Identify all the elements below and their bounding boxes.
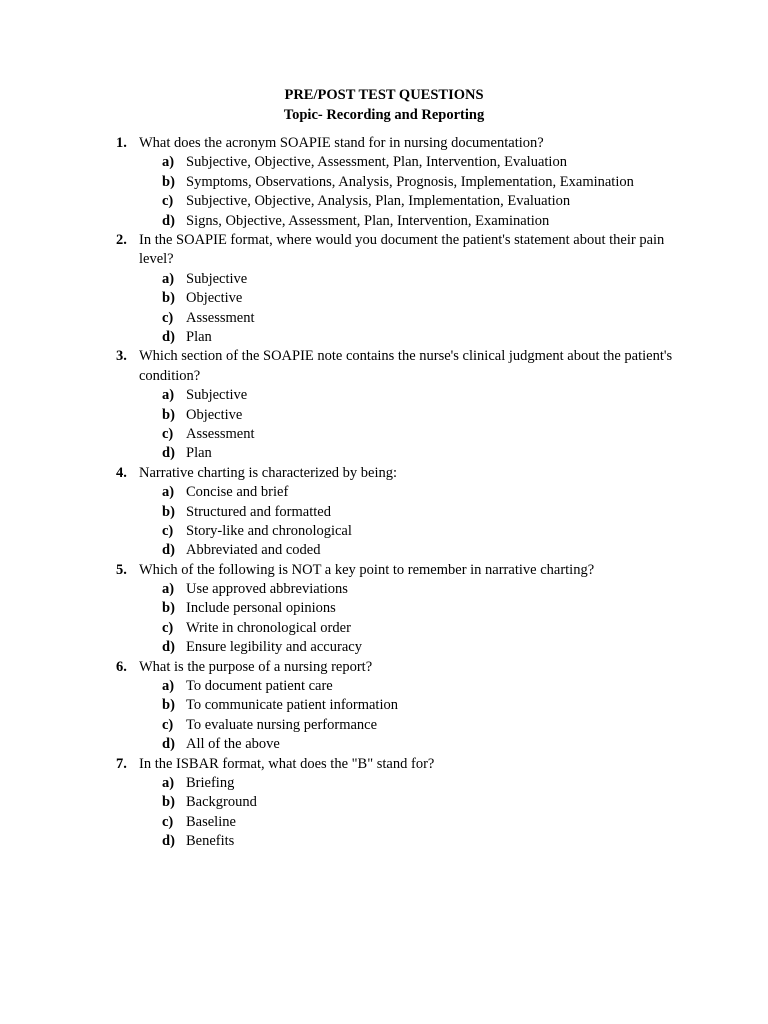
question-7 bbox=[0, 755, 768, 852]
question-4 bbox=[0, 464, 768, 561]
option-letter: a) bbox=[162, 581, 175, 598]
option-text: Background bbox=[186, 794, 257, 811]
option-letter: a) bbox=[162, 484, 175, 501]
option-text: Objective bbox=[186, 290, 243, 307]
option-text: Assessment bbox=[186, 309, 255, 326]
question-number: 2. bbox=[116, 231, 127, 248]
option-letter: c) bbox=[162, 193, 174, 210]
question-number: 3. bbox=[116, 348, 127, 365]
option-text: To communicate patient information bbox=[186, 697, 398, 714]
answer-option bbox=[0, 406, 768, 425]
option-letter: b) bbox=[162, 290, 175, 307]
answer-option bbox=[0, 328, 768, 347]
option-letter: d) bbox=[162, 445, 175, 462]
option-letter: a) bbox=[162, 775, 175, 792]
answer-option bbox=[0, 192, 768, 211]
option-text: Symptoms, Observations, Analysis, Prognosis, Implementation, Examination bbox=[186, 173, 634, 190]
option-text: Plan bbox=[186, 445, 212, 462]
answer-option bbox=[0, 677, 768, 696]
option-text: Objective bbox=[186, 406, 243, 423]
option-letter: d) bbox=[162, 542, 175, 559]
option-letter: b) bbox=[162, 600, 175, 617]
option-text: Abbreviated and coded bbox=[186, 542, 321, 559]
option-letter: d) bbox=[162, 328, 175, 345]
answer-option bbox=[0, 522, 768, 541]
document-header bbox=[0, 86, 768, 125]
question-list bbox=[0, 134, 768, 852]
answer-option bbox=[0, 444, 768, 463]
question-text: Which section of the SOAPIE note contains the nurse's clinical judgment about the patient's condition? bbox=[139, 348, 673, 384]
option-text: To document patient care bbox=[186, 678, 333, 695]
question-number: 1. bbox=[116, 135, 127, 151]
question-text: In the SOAPIE format, where would you document the patient's statement about their pain level? bbox=[139, 231, 665, 268]
option-text: All of the above bbox=[186, 736, 280, 753]
option-letter: b) bbox=[162, 794, 175, 811]
option-letter: d) bbox=[162, 833, 175, 850]
option-letter: d) bbox=[162, 736, 175, 753]
option-letter: c) bbox=[162, 716, 174, 733]
question-2 bbox=[0, 231, 768, 347]
option-letter: c) bbox=[162, 619, 174, 636]
option-text: Assessment bbox=[186, 425, 255, 442]
option-letter: c) bbox=[162, 813, 174, 830]
answer-option bbox=[0, 832, 768, 851]
answer-option bbox=[0, 425, 768, 444]
option-letter: b) bbox=[162, 697, 175, 714]
question-1 bbox=[0, 134, 768, 231]
answer-option bbox=[0, 483, 768, 502]
answer-option bbox=[0, 599, 768, 618]
answer-option bbox=[0, 716, 768, 735]
option-text: Use approved abbreviations bbox=[186, 581, 348, 598]
option-text: Subjective, Objective, Assessment, Plan, Intervention, Evaluation bbox=[186, 154, 567, 171]
option-text: Plan bbox=[186, 328, 212, 345]
question-5 bbox=[0, 561, 768, 658]
document-title: PRE/POST TEST QUESTIONS bbox=[284, 87, 484, 103]
option-text: Benefits bbox=[186, 833, 235, 850]
option-text: Structured and formatted bbox=[186, 503, 331, 520]
option-text: Subjective bbox=[186, 270, 248, 287]
option-text: Signs, Objective, Assessment, Plan, Intervention, Examination bbox=[186, 212, 550, 229]
option-letter: d) bbox=[162, 212, 175, 229]
option-letter: b) bbox=[162, 406, 175, 423]
option-letter: b) bbox=[162, 503, 175, 520]
answer-option bbox=[0, 541, 768, 560]
answer-option bbox=[0, 774, 768, 793]
option-text: To evaluate nursing performance bbox=[186, 716, 378, 733]
question-number: 5. bbox=[116, 561, 127, 578]
answer-option bbox=[0, 212, 768, 231]
question-text: Narrative charting is characterized by being: bbox=[139, 464, 398, 481]
option-text: Story-like and chronological bbox=[186, 522, 352, 539]
option-text: Baseline bbox=[186, 813, 236, 830]
option-text: Write in chronological order bbox=[186, 619, 351, 636]
question-number: 7. bbox=[116, 755, 127, 772]
option-text: Concise and brief bbox=[186, 484, 289, 501]
question-text: Which of the following is NOT a key point to remember in narrative charting? bbox=[139, 561, 595, 578]
option-text: Briefing bbox=[186, 775, 235, 792]
answer-option bbox=[0, 793, 768, 812]
option-text: Ensure legibility and accuracy bbox=[186, 639, 362, 656]
document-subtitle: Topic- Recording and Reporting bbox=[283, 106, 485, 123]
option-letter: a) bbox=[162, 154, 175, 171]
answer-option bbox=[0, 813, 768, 832]
answer-option bbox=[0, 289, 768, 308]
answer-option bbox=[0, 270, 768, 289]
option-letter: b) bbox=[162, 173, 175, 190]
question-text: In the ISBAR format, what does the "B" stand for? bbox=[139, 755, 435, 772]
option-text: Include personal opinions bbox=[186, 600, 336, 617]
option-letter: c) bbox=[162, 522, 174, 539]
option-letter: c) bbox=[162, 309, 174, 326]
question-text: What does the acronym SOAPIE stand for in nursing documentation? bbox=[139, 135, 544, 151]
answer-option bbox=[0, 309, 768, 328]
answer-option bbox=[0, 173, 768, 192]
answer-option bbox=[0, 638, 768, 657]
answer-option bbox=[0, 153, 768, 172]
question-number: 6. bbox=[116, 658, 127, 675]
option-text: Subjective, Objective, Analysis, Plan, Implementation, Evaluation bbox=[186, 193, 571, 210]
option-letter: c) bbox=[162, 425, 174, 442]
answer-option bbox=[0, 503, 768, 522]
question-number: 4. bbox=[116, 464, 127, 481]
question-6 bbox=[0, 658, 768, 755]
answer-option bbox=[0, 696, 768, 715]
option-letter: a) bbox=[162, 678, 175, 695]
answer-option bbox=[0, 386, 768, 405]
question-text: What is the purpose of a nursing report? bbox=[139, 658, 373, 675]
option-letter: a) bbox=[162, 387, 175, 404]
answer-option bbox=[0, 735, 768, 754]
option-letter: d) bbox=[162, 639, 175, 656]
answer-option bbox=[0, 580, 768, 599]
question-3 bbox=[0, 347, 768, 463]
option-letter: a) bbox=[162, 270, 175, 287]
answer-option bbox=[0, 619, 768, 638]
option-text: Subjective bbox=[186, 387, 248, 404]
